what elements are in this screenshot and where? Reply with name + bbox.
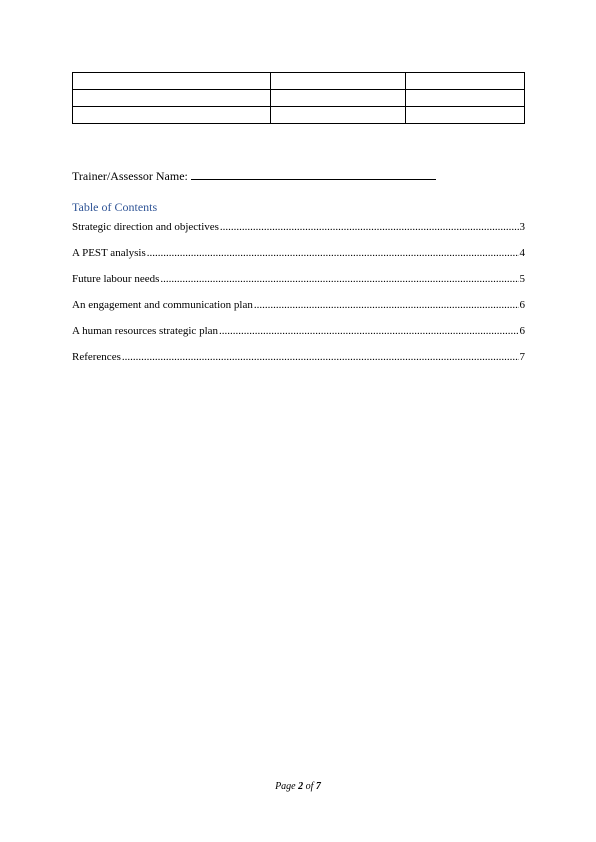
toc-entry-page: 6	[519, 325, 525, 337]
toc-entry-page: 6	[519, 299, 525, 311]
toc-entry-title: A human resources strategic plan	[72, 325, 219, 337]
table-cell	[406, 90, 525, 107]
table-cell	[73, 90, 271, 107]
table-cell	[406, 73, 525, 90]
assessor-name-field[interactable]	[191, 166, 436, 180]
toc-entry-page: 5	[519, 273, 525, 285]
toc-leader-dots	[254, 297, 519, 313]
toc-leader-dots	[160, 271, 518, 287]
toc-entry-hr-strategic-plan[interactable]	[72, 323, 525, 349]
blank-form-table	[72, 72, 525, 124]
assessor-name-line	[72, 166, 436, 184]
table-cell	[271, 107, 406, 124]
toc-leader-dots	[219, 323, 518, 339]
toc-entry-engagement-plan[interactable]	[72, 297, 525, 323]
table-cell	[271, 73, 406, 90]
table-cell	[406, 107, 525, 124]
table-of-contents	[72, 219, 525, 375]
table-cell	[73, 73, 271, 90]
footer-page-word: Page	[275, 781, 296, 792]
footer-total-pages: 7	[315, 781, 321, 792]
footer-page-number: 2	[298, 781, 304, 792]
toc-entry-page: 4	[519, 247, 525, 259]
toc-entry-strategic-direction[interactable]	[72, 219, 525, 245]
toc-leader-dots	[220, 219, 519, 235]
toc-entry-title: An engagement and communication plan	[72, 299, 253, 311]
page-footer	[0, 780, 596, 794]
table-cell	[271, 90, 406, 107]
toc-entry-title: A PEST analysis	[72, 247, 146, 259]
table-row	[73, 107, 525, 124]
toc-entry-title: References	[72, 351, 121, 363]
toc-entry-title: Future labour needs	[72, 273, 160, 285]
toc-leader-dots	[122, 349, 519, 365]
table-row	[73, 73, 525, 90]
toc-leader-dots	[147, 245, 519, 261]
toc-heading: Table of Contents	[72, 200, 158, 214]
assessor-name-label: Trainer/Assessor Name:	[72, 169, 188, 183]
toc-entry-future-labour-needs[interactable]	[72, 271, 525, 297]
toc-entry-title: Strategic direction and objectives	[72, 221, 219, 233]
footer-of-word: of	[305, 781, 314, 792]
table-cell	[73, 107, 271, 124]
table-row	[73, 90, 525, 107]
toc-entry-references[interactable]	[72, 349, 525, 375]
toc-entry-page: 7	[519, 351, 525, 363]
toc-entry-pest-analysis[interactable]	[72, 245, 525, 271]
toc-entry-page: 3	[519, 221, 525, 233]
